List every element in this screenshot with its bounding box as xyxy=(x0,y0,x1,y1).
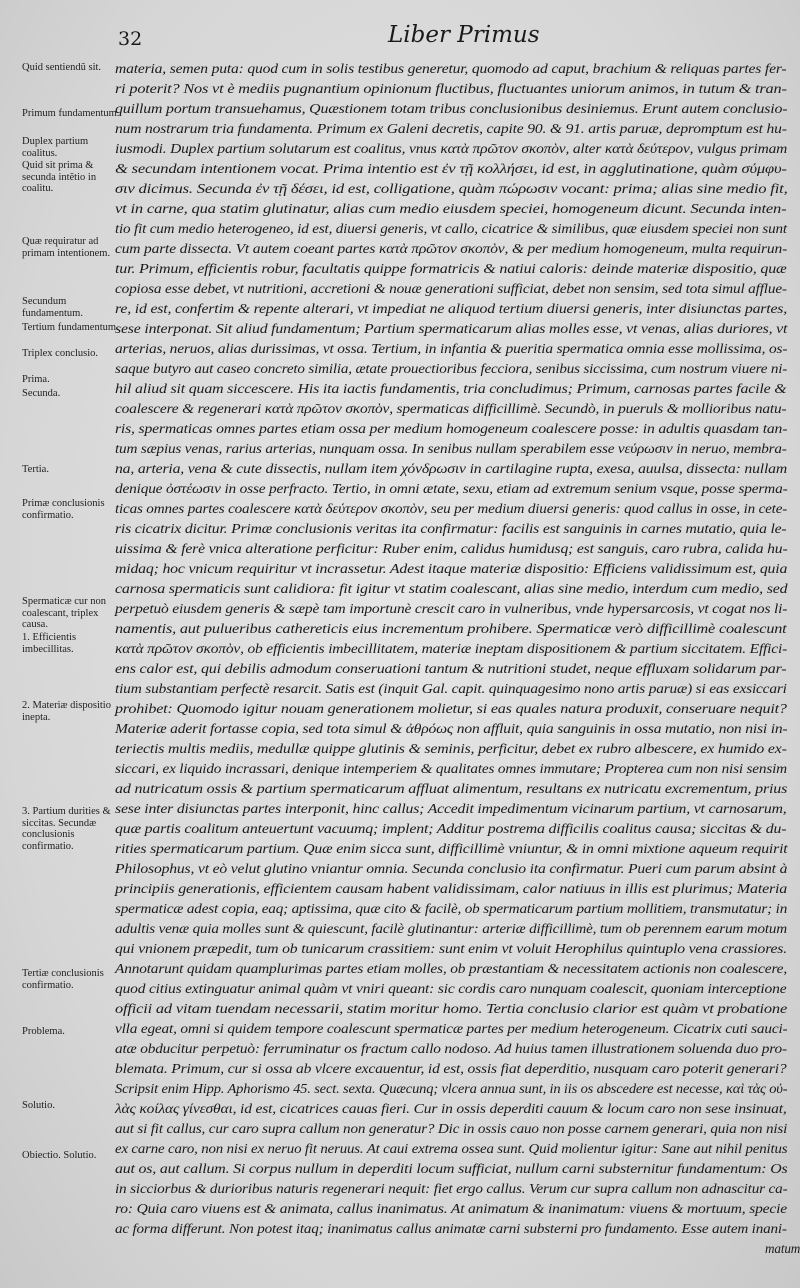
margin-note: 1. Efficientis imbecillitas. xyxy=(22,632,77,655)
text-line: ex carne caro, non nisi ex neruo fit neruus. At caui extrema ossea sunt. Quid molientur igitur: Sane aut nihil penitus xyxy=(115,1141,788,1156)
text-line: officii ad vitam tuendam necessarii, statim moritur homo. Tertia conclusio clarior est quàm vt probatione xyxy=(115,1001,788,1016)
margin-note: 2. Materiæ dispositio ineptа. xyxy=(22,700,111,723)
text-line: arterias, neruos, alias durissimas, vt ossa. Tertium, in infantia & pueritia spermatica omnia esse mollissima, os- xyxy=(115,341,788,356)
margin-note: Primum fundamentum. xyxy=(22,108,120,119)
page-header xyxy=(0,18,800,52)
margin-note: Secunda. xyxy=(22,388,61,399)
margin-note: Duplex partium coalitus. xyxy=(22,136,89,159)
text-line: materia, semen puta: quod cum in solis testibus generetur, quomodo ad caput, brachium & reliquas partes fer- xyxy=(115,61,787,76)
text-line: re, id est, confertim & repente alterari, vt impediat ne aliquod tertium diuersi generis, inter disiunctas partes, xyxy=(115,301,788,316)
margin-note: Triplex conclusio. xyxy=(22,348,99,359)
text-line: coalescere & regenerari κατὰ πρῶτον σκοπὸν, spermaticas difficillimè. Secundò, in pueruls & mollioribus natu- xyxy=(115,401,787,416)
text-line: aut si fit callus, cur caro supra callum non generatur? Dic in ossis cauo non posse carnem generari, quia non nisi xyxy=(115,1121,788,1136)
margin-notes xyxy=(22,58,124,1188)
text-line: num nostrarum tria fundamenta. Primum ex Galeni decretis, capite 90. & 91. artis paruæ, depromptum est hu- xyxy=(115,121,787,136)
text-line: tur. Primum, efficientis robur, facultatis quippe formatricis & natiui caloris: deinde materiæ dispositio, quæ xyxy=(115,261,787,276)
text-line: atæ obducitur perpetuò: ferruminatur os fractum callo nodoso. Ad huius tamen illustrationem soluenda duo pro- xyxy=(115,1041,787,1056)
text-line: vlla egeat, omni si quidem tempore coalescunt spermaticæ partes per medium heterogeneum. Cicatrix cuti sauci- xyxy=(115,1021,788,1036)
text-line: carnosa spermaticis sunt calidiora: fit igitur vt statim coalescant, alias sine medio, interdum cum medio, sed xyxy=(115,581,788,596)
text-line: Philosophus, vt eò velut glutino vniantur omnia. Secunda conclusio ita confirmatur. Pueri cum parum absint à xyxy=(115,861,788,876)
margin-note: Tertium fundamentum. xyxy=(22,322,119,333)
text-line: perpetuò eiusdem generis & sæpè tam importunè crescit caro in vulneribus, vnde hypersarcosis, vt cogat nos li- xyxy=(115,601,788,616)
text-line: uissima & ferè vnica alteratione perficitur: Ruber enim, calidus humidusq; est sanguis, caro rubra, calida hu- xyxy=(115,541,788,556)
text-line: ro: Quia caro viuens est & animata, callus inanimatus. At animatum & inanimatum: viuens & mortuum, specie xyxy=(115,1201,787,1216)
text-line: sese interponat. Sit aliud fundamentum; Partium spermaticarum alias molles esse, vt venas, alias duriores, vt xyxy=(115,321,788,336)
text-line: principiis generationis, efficientem causam habent validissimam, calor natiuus in illis est plurimus; Materia xyxy=(115,881,788,896)
text-line: ris, spermaticas omnes partes etiam ossa per medium homogeneum coalescere posse: in adultis quasdam tan- xyxy=(115,421,788,436)
text-line: ens calor est, qui debilis admodum conseruationi tantum & nutritioni studet, neque effluxam solidarum par- xyxy=(115,661,787,676)
text-line: na, arteria, vena & cute dissectis, nullam item χόνδρωσιν in cartilagine rupta, exesa, auulsa, dissecta: nullam xyxy=(115,461,787,476)
text-line: quillum portum transuehamus, Quæstionem totam tribus conclusionibus desiniemus. Erunt autem conclusio- xyxy=(115,101,788,116)
margin-note: Problema. xyxy=(22,1026,65,1037)
text-line: ris cicatrix dicitur. Primæ conclusionis veritas ita confirmatur: facilis est sanguinis in carnes mutatio, quia le- xyxy=(115,521,787,536)
text-line: qui vnionem præpedit, tum ob tunicarum crassitiem: sunt enim vt voluit Herophilus quintuplo vena crassiores. xyxy=(115,941,787,956)
text-line: tum sæpius venas, rarius arterias, nunquam ossa. In senibus nullam sperabilem esse νεύρωσιν in neruo, membra- xyxy=(115,441,787,456)
text-line: hil aliud sit quam siccescere. His ita iactis fundamentis, tria concludimus; Primum, carnosas partes facile & xyxy=(115,381,787,396)
text-line: adultis venæ quia molles sunt & quiescunt, facilè glutinantur: arteriæ difficillimè, tum ob perennem earum motum xyxy=(115,921,788,936)
text-line: prohibet: Quomodo igitur nouam generationem molietur, si eas quales natura produxit, conseruare nequit? xyxy=(115,701,787,716)
margin-note: Obiectio. Solutio. xyxy=(22,1150,97,1161)
text-line: κατὰ πρῶτον σκοπὸν, ob efficientis imbecillitatem, materiæ ineptam dispositionem & partium siccitatem. Effici- xyxy=(115,641,788,656)
margin-note: Quæ requiratur ad primam intentionem. xyxy=(22,236,111,259)
text-line: spermaticæ adest copia, eaq; aptissima, quæ cito & facilè, ob spermaticarum partium mollitiem, transmutatur; in xyxy=(115,901,788,916)
text-line: ad nutricatum ossis & partium spermaticarum affluat alimentum, resultans ex nutricatu excrementum, prius xyxy=(115,781,788,796)
text-line: Scripsit enim Hipp. Aphorismo 45. sect. sexta. Quæcunq; vlcera annua sunt, in iis os abscedere est necesse, καὶ τὰς οὐ- xyxy=(115,1081,788,1096)
text-line: aut os, aut callum. Si corpus nullum in deperditi locum sufficiat, nullum carni substernitur fundamentum: Os xyxy=(115,1161,788,1176)
text-line: siccari, ex liquido incrassari, denique intemperiem & qualitates omnes immutare; Propterea cum non nisi sensim xyxy=(115,761,787,776)
margin-note: Prima. xyxy=(22,374,50,385)
text-line: ri poterit? Nos vt è mediis pugnantium opinionum fluctibus, fluctuantes uniorum animos, in tutum & tran- xyxy=(115,81,787,96)
running-head: Liber Primus xyxy=(388,22,540,48)
text-line: midaq; hoc vnicum requiritur vt incrassetur. Adest itaque materiæ dispositio: Efficiens validissimum est, quia xyxy=(115,561,788,576)
text-line: & secundam intentionem vocat. Prima intentio est ἐν τῇ κολλήσει, id est, in agglutinatione, quàm σύμφυ- xyxy=(115,161,787,176)
text-line: Annotarunt quidam quamplurimas partes etiam molles, ob præstantiam & necessitatem actionis non coalescere, xyxy=(115,961,787,976)
body-text xyxy=(115,58,800,1268)
text-line: sese inter disiunctas partes interponit, hinc callus; Accedit impedimentum vicinarum partium, vt carnosarum, xyxy=(115,801,787,816)
margin-note: Secundum fundamentum. xyxy=(22,296,83,319)
page-number: 32 xyxy=(118,28,143,50)
text-line: tio fit cum medio heterogeneo, id est, diuersi generis, vt callo, cicatrice & similibus, quæ eiusdem speciei non sunt xyxy=(115,221,787,236)
text-line: λὰς κοίλας γίνεσθαι, id est, cicatrices cauas fieri. Cur in ossis deperditi cauum & locum caro non sese insinuat, xyxy=(115,1101,787,1116)
margin-note: 3. Partium durities & siccitas. Secundæ conclusionis confirmatio. xyxy=(22,806,111,852)
margin-note: Quid sentiendũ sit. xyxy=(22,62,102,73)
margin-note: Primæ conclusionis confirmatio. xyxy=(22,498,105,521)
text-line: σιν dicimus. Secunda ἐν τῇ δέσει, id est, colligatione, quàm πώρωσιν vocant: prima; alias sine medio fit, xyxy=(115,181,788,196)
text-line: cum parte dissecta. Vt autem coeant partes κατὰ πρῶτον σκοπὸν, & per medium homogeneum, multa requirun- xyxy=(115,241,788,256)
margin-note: Quid sit prima & secunda intẽtio in coalitu. xyxy=(22,160,97,194)
text-line: saque butyro aut caseo concreto similia, ætate prouectioribus fecciora, senibus siccissima, cum nostrum viuere ni- xyxy=(115,361,788,376)
text-line: denique ὀστέωσιν in osse perfracto. Tertio, in omni ætate, sexu, etiam ad extremum senium vsque, posse sperma- xyxy=(115,481,788,496)
text-line: blemata. Primum, cur si ossa ab vlcere excauentur, id est, ossis fiat deperditio, nusquam caro poterit generari? xyxy=(115,1061,787,1076)
text-line: quod citius extinguatur animal quàm vt vniri queant: sic cordis caro nunquam coalescit, quoniam interceptione xyxy=(115,981,787,996)
text-line: ac forma differunt. Non potest itaq; inanimatus callus animatæ carni substerni pro fundamento. Esse autem inani- xyxy=(115,1221,787,1236)
margin-note: Spermaticæ cur non coalescant, triplex causa. xyxy=(22,596,106,630)
text-line: iusmodi. Duplex partium solutarum est coalitus, vnus κατὰ πρῶτον σκοπὸν, alter κατὰ δεύτερον, vulgus primam xyxy=(115,141,788,156)
text-line: Materiæ aderit fortasse copia, sed tota simul & ἀθρόως non affluit, quia sanguinis in ossa mutatio, non nisi in- xyxy=(115,721,788,736)
text-line: namentis, aut pulueribus cathereticis eius incrementum prohibere. Spermaticæ verò difficillimè coalescunt xyxy=(115,621,787,636)
text-line: in sicciorbus & durioribus naturis regenerari nequit: fiet ergo callus. Verum cur supra callum non adnascitur ca- xyxy=(115,1181,788,1196)
text-line: tium substantiam perfectè resarcit. Satis est (inquit Gal. capit. quinquagesimo nono artis paruæ) si eas exsiccari xyxy=(115,681,787,696)
text-line: teriectis multis mediis, medullæ quippe glutinis & seminis, perficitur, debet ex rubro albescere, ex humido ex- xyxy=(115,741,787,756)
text-line: ticas omnes partes coalescere κατὰ δεύτερον σκοπὸν, seu per medium diuersi generis: quod callus in osse, in cete- xyxy=(115,501,788,516)
text-line: vt in carne, qua statim glutinatur, alias cum medio eiusdem speciei, homogeneum dicunt. Secunda inten- xyxy=(115,201,787,216)
margin-note: Solutio. xyxy=(22,1100,55,1111)
text-line: copiosa esse debet, vt nutritioni, accretioni & nouæ generationi sufficiat, debet non sensim, sed tota simul affluе- xyxy=(115,281,787,296)
text-line: matum xyxy=(765,1241,800,1256)
text-line: quæ partis coalitum anteuertunt vacuumq; implent; Additur postrema difficilis coalitus causa; siccitas & du- xyxy=(115,821,787,836)
margin-note: Tertiæ conclusionis confirmatio. xyxy=(22,968,104,991)
text-line: rities spermaticarum partium. Quæ enim sicca sunt, difficillimè vniuntur, & in omni mixtione aqueum requirit xyxy=(115,841,788,856)
margin-note: Tertia. xyxy=(22,464,49,475)
